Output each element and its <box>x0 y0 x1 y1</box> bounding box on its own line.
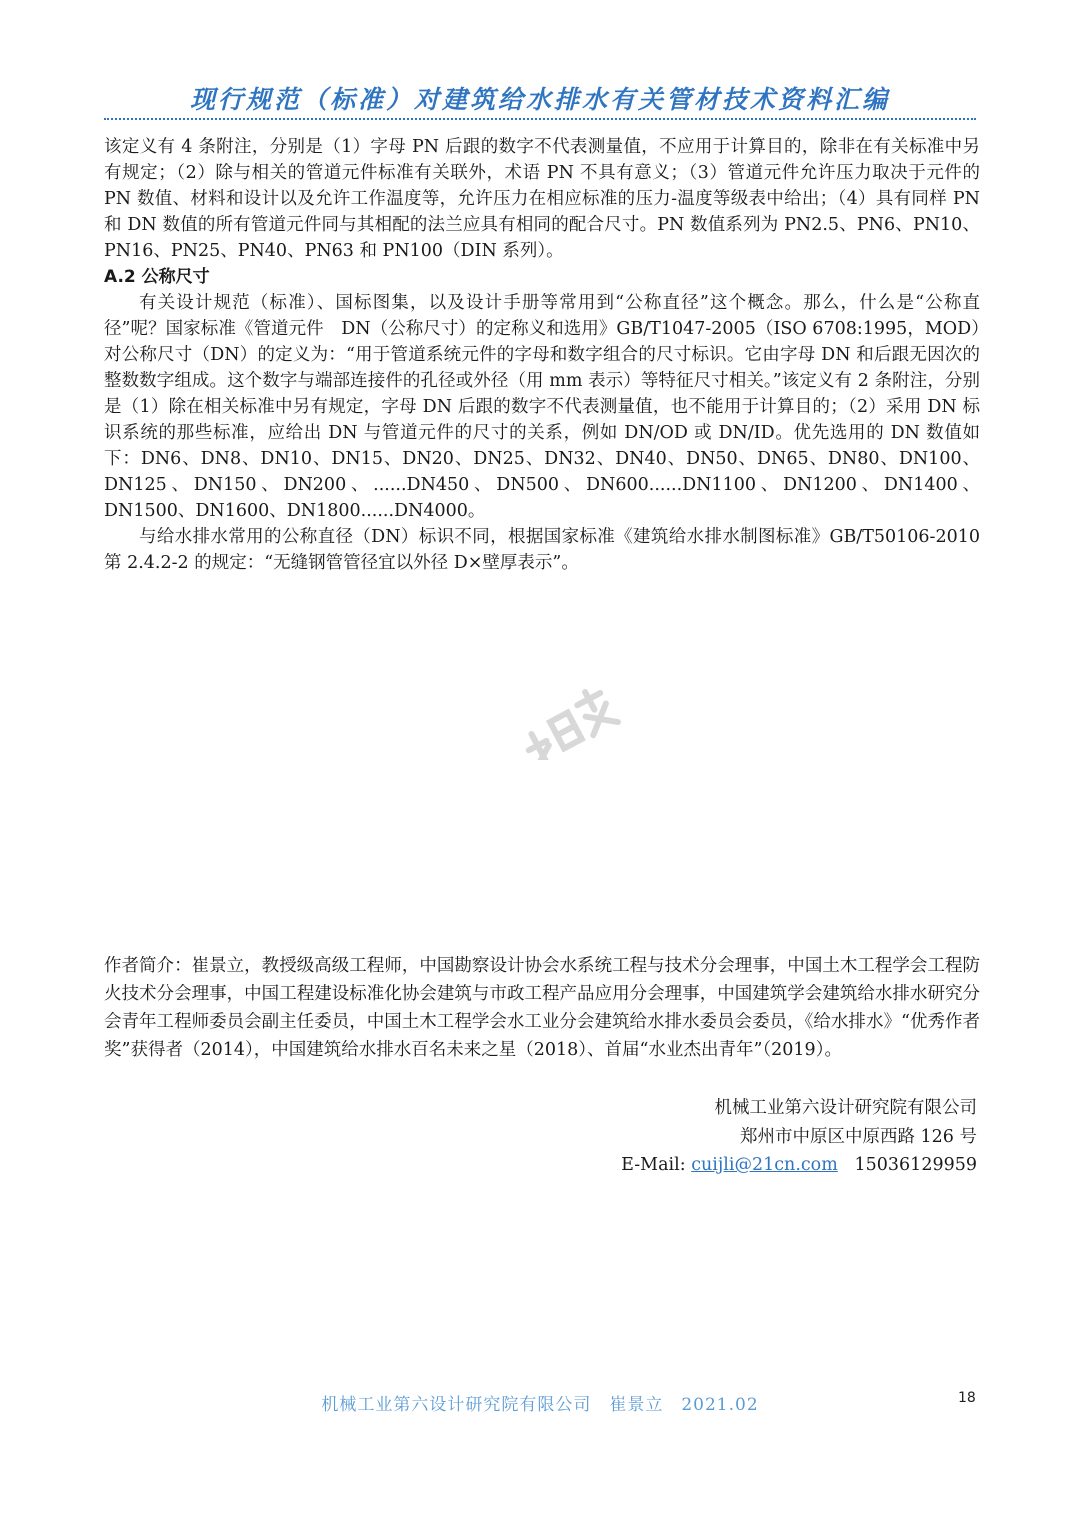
author-address: 郑州市中原区中原西路 126 号 <box>739 1127 977 1147</box>
section-heading-a2: A.2 公称尺寸 <box>104 267 210 287</box>
email-link[interactable]: cuijli@21cn.com <box>691 1155 838 1175</box>
author-bio: 作者简介：崔景立，教授级高级工程师，中国勘察设计协会水系统工程与技术分会理事，中国土木工程学会工程防火技术分会理事，中国工程建设标准化协会建筑与市政工程产品应用分会理事，中国建筑学会建筑给水排水研究分会青年工程师委员会副主任委员，中国土木工程学会水工业分会建筑给水排水委员会委员，《给水排水》“优秀作者奖”获得者（2014），中国建筑给水排水百名未来之星（2018）、首届“水业杰出青年”（2019）。 <box>104 956 980 1060</box>
paragraph-pn-notes: 该定义有 4 条附注，分别是（1）字母 PN 后跟的数字不代表测量值，不应用于计算目的，除非在有关标准中另有规定；（2）除与相关的管道元件标准有关联外，术语 PN 不具有意义；（3）管道元件允许压力取决于元件的 PN 数值、材料和设计以及允许工作温度等，允许压力在相应标准的压力-温度等级表中给出；（4）具有同样 PN 和 DN 数值的所有管道元件同与其相配的法兰应具有相同的配合尺寸。PN 数值系列为 PN2.5、PN6、PN10、PN16、PN25、PN40、PN63 和 PN100（DIN 系列）。 <box>104 137 980 261</box>
page-number: 18 <box>958 1390 976 1406</box>
main-text <box>104 134 980 576</box>
paragraph-seamless-pipe: 与给水排水常用的公称直径（DN）标识不同，根据国家标准《建筑给水排水制图标准》GB/T50106-2010 第 2.4.2-2 的规定：“无缝钢管管径宜以外径 D×壁厚表示”。 <box>104 527 980 573</box>
page-footer: 机械工业第六设计研究院有限公司 崔景立 2021.02 <box>321 1395 759 1415</box>
author-organization: 机械工业第六设计研究院有限公司 <box>714 1098 977 1118</box>
author-bio-block <box>104 952 980 1064</box>
author-contact <box>621 1151 977 1179</box>
watermark-graphic <box>510 680 640 760</box>
phone-number: 15036129959 <box>854 1155 977 1175</box>
header-dotted-rule <box>104 118 976 120</box>
email-label: E-Mail: <box>621 1155 692 1175</box>
document-header-title: 现行规范（标准）对建筑给水排水有关管材技术资料汇编 <box>189 85 890 114</box>
paragraph-dn-definition: 有关设计规范（标准）、国标图集，以及设计手册等常用到“公称直径”这个概念。那么，什么是“公称直径”呢？国家标准《管道元件 DN（公称尺寸）的定称义和选用》GB/T1047-2005（ISO 6708:1995，MOD）对公称尺寸（DN）的定义为：“用于管道系统元件的字母和数字组合的尺寸标识。它由字母 DN 和后跟无因次的整数数字组成。这个数字与端部连接件的孔径或外径（用 mm 表示）等特征尺寸相关。”该定义有 2 条附注，分别是（1）除在相关标准中另有规定，字母 DN 后跟的数字不代表测量值，也不能用于计算目的；（2）采用 DN 标识系统的那些标准，应给出 DN 与管道元件的尺寸的关系，例如 DN/OD 或 DN/ID。优先选用的 DN 数值如下：DN6、DN8、DN10、DN15、DN20、DN25、DN32、DN40、DN50、DN65、DN80、DN100、DN125、DN150、DN200、......DN450、DN500、DN600......DN1100、DN1200、DN1400、DN1500、DN1600、DN1800......DN4000。 <box>104 293 980 521</box>
